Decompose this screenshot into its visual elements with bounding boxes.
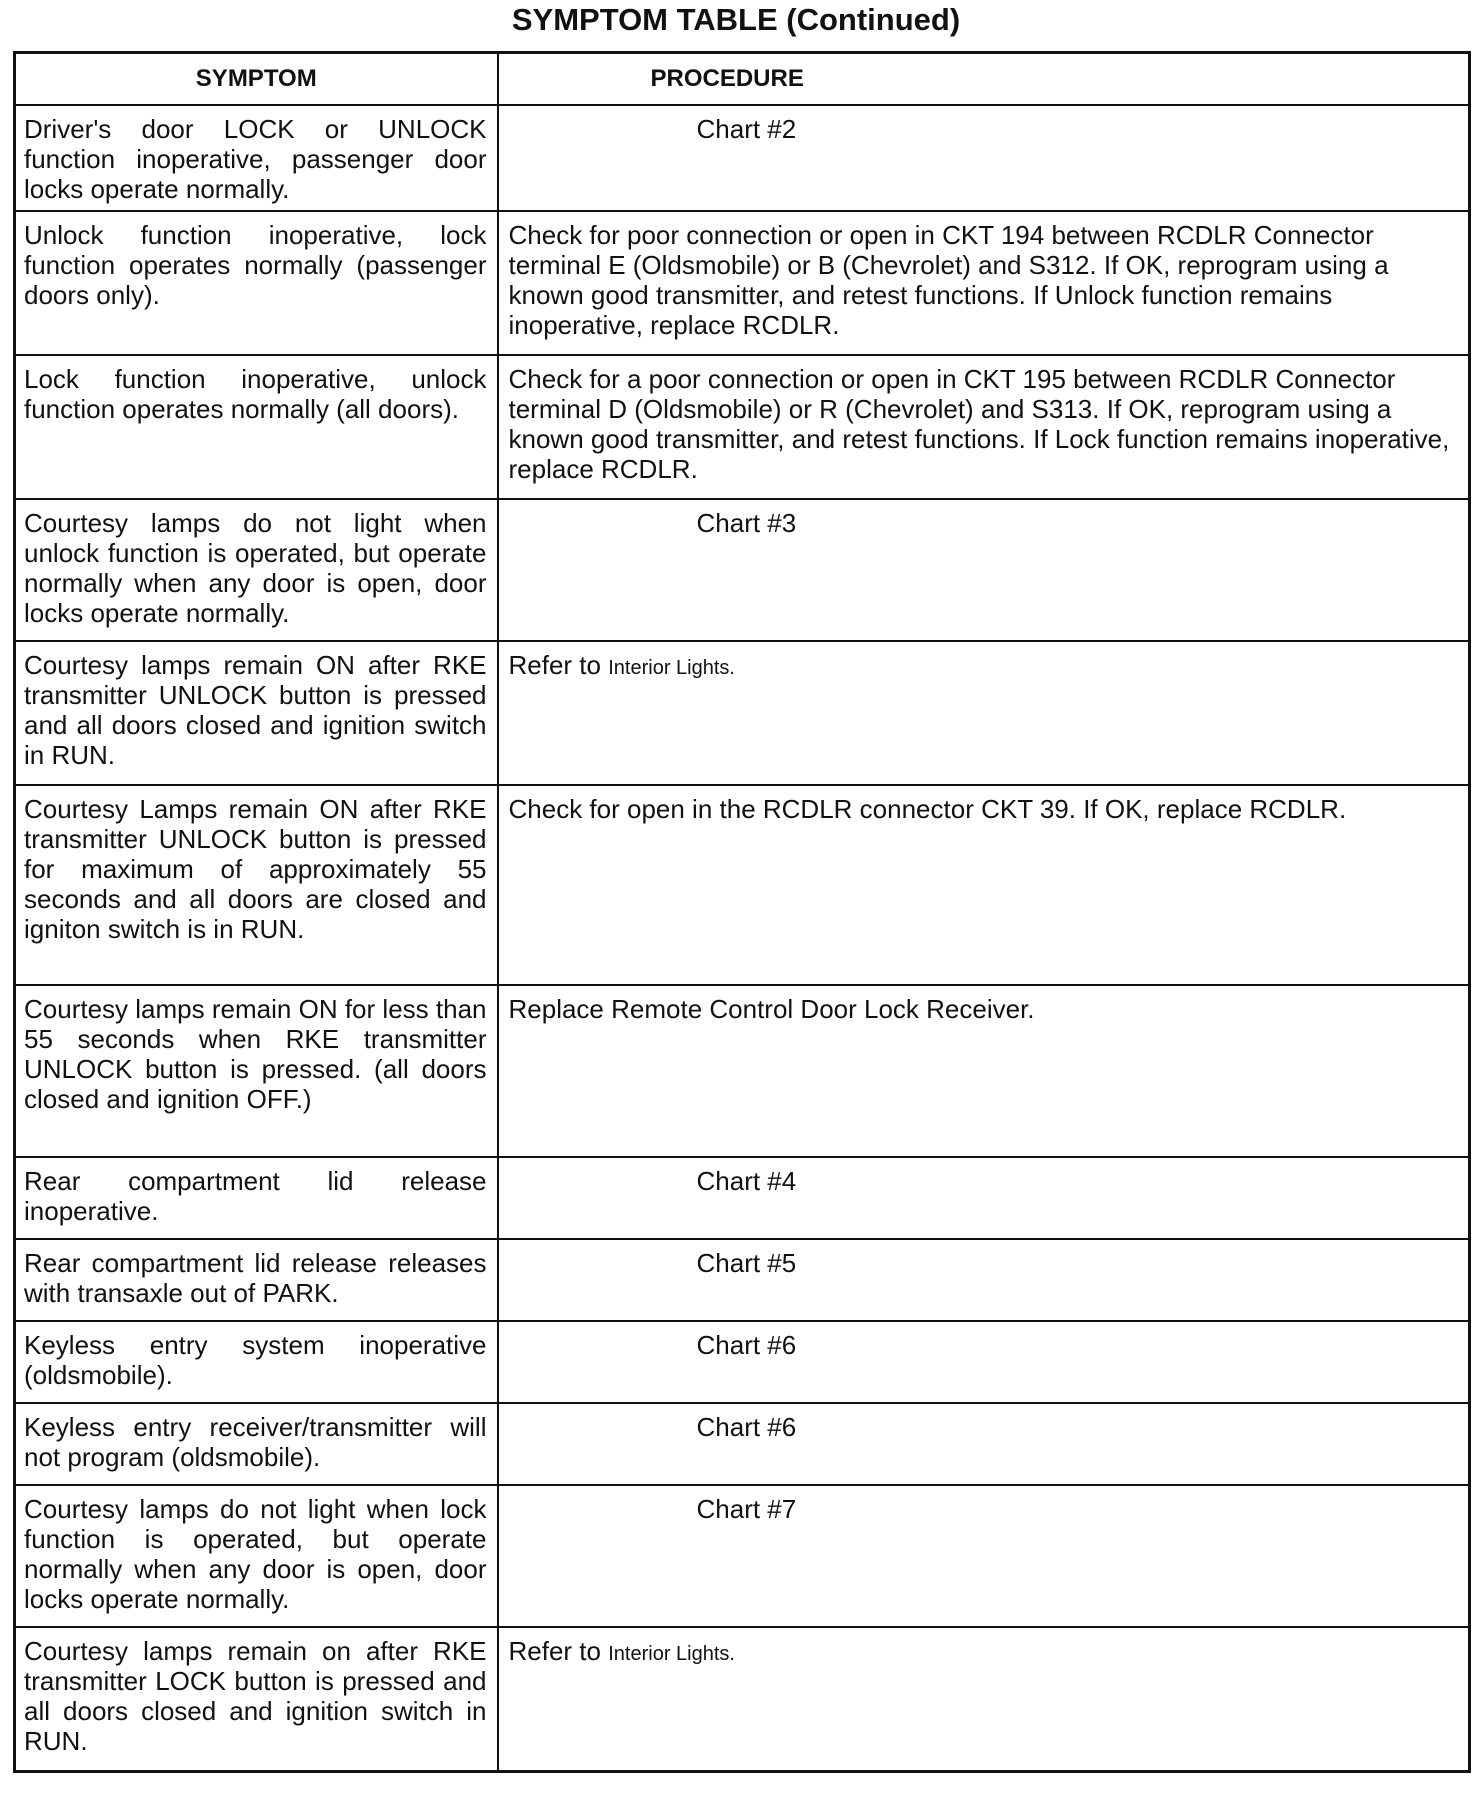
interior-lights-reference: Interior Lights.	[608, 657, 735, 679]
symptom-cell: Courtesy lamps remain ON for less than 55 seconds when RKE transmitter UNLOCK button is pressed. (all doors closed and ignition OFF.)	[15, 985, 498, 1157]
chart-reference: Chart #6	[696, 1412, 797, 1442]
chart-reference: Chart #6	[696, 1330, 797, 1360]
procedure-cell	[498, 641, 1470, 785]
symptom-cell: Courtesy lamps remain on after RKE transmitter LOCK button is pressed and all doors closed and ignition switch in RUN.	[15, 1627, 498, 1771]
procedure-cell	[498, 499, 1470, 641]
procedure-cell	[498, 1321, 1470, 1403]
table-row	[15, 1485, 1470, 1627]
table-row	[15, 1321, 1470, 1403]
refer-label: Refer to	[508, 650, 601, 680]
symptom-cell: Courtesy lamps remain ON after RKE transmitter UNLOCK button is pressed and all doors closed and ignition switch in RUN.	[15, 641, 498, 785]
table-row	[15, 1157, 1470, 1239]
symptom-cell: Rear compartment lid release inoperative.	[15, 1157, 498, 1239]
table-row	[15, 105, 1470, 211]
symptom-cell: Keyless entry system inoperative (oldsmobile).	[15, 1321, 498, 1403]
symptom-cell: Unlock function inoperative, lock function operates normally (passenger doors only).	[15, 211, 498, 355]
procedure-cell: Check for poor connection or open in CKT 194 between RCDLR Connector terminal E (Oldsmobile) or B (Chevrolet) and S312. If OK, reprogram using a known good transmitter, and retest functions. If Unlock function remains inoperative, replace RCDLR.	[498, 211, 1470, 355]
chart-reference: Chart #3	[696, 508, 797, 538]
symptom-cell: Driver's door LOCK or UNLOCK function inoperative, passenger door locks operate normally.	[15, 105, 498, 211]
procedure-cell: Check for open in the RCDLR connector CKT 39. If OK, replace RCDLR.	[498, 785, 1470, 985]
procedure-cell	[498, 1239, 1470, 1321]
procedure-cell: Replace Remote Control Door Lock Receiver.	[498, 985, 1470, 1157]
chart-reference: Chart #5	[696, 1248, 797, 1278]
symptom-table	[13, 51, 1471, 1773]
procedure-cell	[498, 1627, 1470, 1771]
procedure-cell	[498, 1157, 1470, 1239]
table-row	[15, 985, 1470, 1157]
table-row	[15, 211, 1470, 355]
table-row	[15, 355, 1470, 499]
procedure-column-header: PROCEDURE	[498, 53, 1470, 106]
chart-reference: Chart #4	[696, 1166, 797, 1196]
chart-reference: Chart #2	[696, 114, 797, 144]
table-row	[15, 1627, 1470, 1771]
symptom-cell: Courtesy lamps do not light when lock function is operated, but operate normally when any door is open, door locks operate normally.	[15, 1485, 498, 1627]
procedure-cell	[498, 1485, 1470, 1627]
procedure-cell	[498, 105, 1470, 211]
symptom-cell: Rear compartment lid release releases with transaxle out of PARK.	[15, 1239, 498, 1321]
page-title: SYMPTOM TABLE (Continued)	[511, 2, 961, 37]
procedure-cell: Check for a poor connection or open in CKT 195 between RCDLR Connector terminal D (Oldsmobile) or R (Chevrolet) and S313. If OK, reprogram using a known good transmitter, and retest functions. If Lock function remains inoperative, replace RCDLR.	[498, 355, 1470, 499]
symptom-cell: Courtesy Lamps remain ON after RKE transmitter UNLOCK button is pressed for maximum of approximately 55 seconds and all doors are closed and igniton switch is in RUN.	[15, 785, 498, 985]
refer-label: Refer to	[508, 1636, 601, 1666]
table-row	[15, 641, 1470, 785]
symptom-cell: Lock function inoperative, unlock function operates normally (all doors).	[15, 355, 498, 499]
interior-lights-reference: Interior Lights.	[608, 1643, 735, 1665]
symptom-cell: Keyless entry receiver/transmitter will not program (oldsmobile).	[15, 1403, 498, 1485]
symptom-cell: Courtesy lamps do not light when unlock function is operated, but operate normally when any door is open, door locks operate normally.	[15, 499, 498, 641]
table-row	[15, 1239, 1470, 1321]
table-row	[15, 1403, 1470, 1485]
table-row	[15, 499, 1470, 641]
table-header-row	[15, 53, 1470, 106]
symptom-column-header: SYMPTOM	[15, 53, 498, 106]
procedure-cell	[498, 1403, 1470, 1485]
chart-reference: Chart #7	[696, 1494, 797, 1524]
table-row	[15, 785, 1470, 985]
